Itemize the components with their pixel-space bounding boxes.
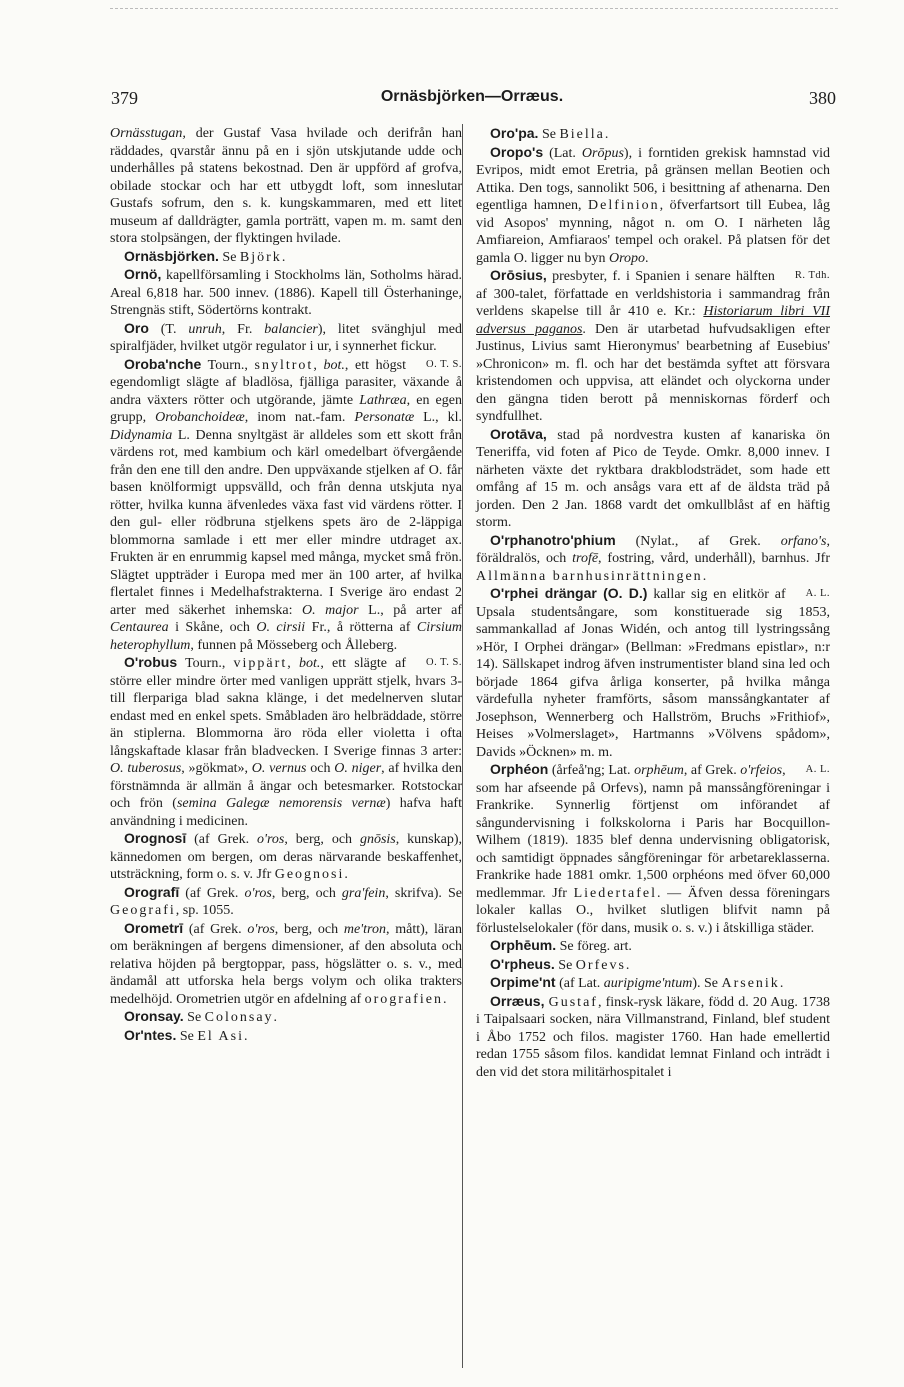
dictionary-entry	[476, 937, 830, 956]
entry-body: kallar sig en elitkör af Upsala studentsångare, som konstituerade sig 1853, sammankallad af Jonas Widén, och antog till lystringssång »Hör, I Orphei drängar» (Bellman: »Fredmans epistlar», n:r 14). Sällskapet indrog äfven instrumentister bland sina led och började 1864 gifva årliga konserter, på hvilka många värdefulla nyheter framförts, såsom manssångkantater af Josephson, Wennerberg och Hallström, Bruchs »Frithiof», Heises »Volmerslaget», Hartmanns »Völvens spådom», Davids »Öcknen» m. m.	[476, 587, 830, 760]
entry-headword: Oro'pa.	[490, 125, 539, 141]
author-signature: O. T. S.	[426, 358, 462, 370]
scan-top-line	[110, 8, 838, 9]
entry-body: Se Biella.	[538, 127, 609, 142]
entry-headword: Oropo's	[490, 143, 544, 160]
entry-headword: O'rpheus.	[490, 955, 555, 972]
dictionary-entry	[476, 532, 830, 586]
author-signature: A. L.	[805, 588, 830, 599]
entry-headword: O'rphanotro'phium	[490, 531, 616, 548]
running-head: Ornäsbjörken—Orræus.	[380, 88, 564, 105]
entry-headword: Oronsay.	[124, 1008, 184, 1024]
left-page-number: 379	[111, 88, 138, 108]
dictionary-entry	[110, 654, 462, 830]
dictionary-entry	[110, 884, 462, 920]
entry-body: Gustaf, finsk-rysk läkare, född d. 20 Aug. 1738 i Taipalsaari socken, nära Villmanstrand, Finland, blef student i Åbo 1752 och filos. magister 1760. Han hade emellertid redan 1755 såsom filos. kandidat lemnat Finland och inträdt i den vid det stora militärhospitalet i	[476, 994, 830, 1080]
dictionary-entry	[476, 974, 830, 993]
entry-body: stad på nordvestra kusten af kanariska ön Teneriffa, vid foten af Pico de Teyde. Omkr. 8,000 innev. I närheten växte det ryktbara drakblodsträdet, som hade ett omfång af 15 m. och ansågs vara ett af de äldsta träd på jorden. Den 2 Jan. 1868 vardt det omkullblåst af en häftig storm.	[476, 427, 830, 530]
dictionary-entry	[476, 956, 830, 975]
dictionary-entry	[110, 356, 462, 655]
entry-headword: Orometrī	[124, 919, 184, 936]
dictionary-entry	[110, 920, 462, 1009]
entry-body: (af Lat. auripigme'ntum). Se Arsenik.	[555, 976, 784, 991]
entry-body: Se Orfevs.	[554, 957, 630, 973]
dictionary-entry	[476, 761, 830, 937]
entry-body: (af Grek. o'ros, berg, och me'tron, mått), läran om beräkningen af bergens dimensioner, af den absoluta och relativa höjden på bergtoppar, pass, högslätter o. s. v., med ändamål att utforska hela bergs volym och olika trakters medelhöjd. Orometrien utgör en afdelning af orografien.	[110, 921, 462, 1007]
entry-body: (T. unruh, Fr. balancier), litet svänghjul med spiralfjäder, hvilket utgör regulator i ur, i synnerhet fickur.	[110, 321, 462, 354]
dictionary-entry	[476, 125, 830, 144]
entry-body: Tourn., vippärt, bot., ett slägte af större eller mindre örter med vanligen upprätt stjelk, hvars 3- till flerpariga blad sakna klänge, i det medelnerven slutar endast med en enkel spets. Småbladen äro helbräddade, större än stiplerna. Blommorna äro röda eller violetta i ofta långskaftade klasar från bladvecken. I Sverige finnas 3 arter: O. tuberosus, »gökmat», O. vernus och O. niger, af hvilka den förstnämnda är allmän å ängar och betesmarker. Rotstockar och frön (semina Galegæ nemorensis vernæ) hafva haft användning i medicinen.	[110, 656, 462, 829]
entry-headword: Ornäsbjörken.	[124, 247, 219, 264]
entry-body: (Lat. Orōpus), i forntiden grekisk hamnstad vid Evripos, midt emot Eretria, på gränsen mellan Beotien och Attika. Den togs, sannolikt 506, i besittning af athenarna. Den egentliga hamnen, Delfinion, öfverfartsort till Eubea, låg vid Asopos' mynning, något n. om O. I närheten låg Amfiareion, Amfiaraos' tempel och orakel. På platsen för det gamla O. ligger nu byn Oropo.	[476, 145, 830, 266]
entry-body: Se Colonsay.	[183, 1010, 278, 1025]
dictionary-entry	[476, 144, 830, 268]
dictionary-entry	[110, 1008, 462, 1027]
left-column	[110, 125, 462, 1045]
entry-body: (årfeå'ng; Lat. orphēum, af Grek. o'rfeios, som har afseende på Orfevs), namn på manssångföreningar i Frankrike. Synnerlig förtjenst om införandet af sångundervisning i folkskolorna i Paris har Bocquillon-Wilhem (1819). 1835 blef denna undervisning obligatorisk, och samtidigt öppnades sångföreningar för arbetareklasserna. Frankrike hade 1881 omkr. 1,500 orphéons med öfver 60,000 medlemmar. Jfr Liedertafel. — Äfven dessa föreningars lokaler kallas O., hvilket slutligen blifvit namn på förlustelselokaler (för dans, musik o. s. v.) i åtskilliga städer.	[476, 763, 830, 936]
entry-body: Se föreg. art.	[556, 939, 632, 954]
dictionary-entry	[110, 1027, 462, 1046]
dictionary-entry	[476, 585, 830, 761]
entry-headword: Orphéon	[490, 761, 549, 777]
dictionary-entry	[110, 320, 462, 356]
dictionary-entry	[110, 248, 462, 267]
right-page-number: 380	[809, 88, 836, 108]
entry-headword: Orotāva,	[490, 425, 547, 442]
dictionary-entry	[110, 125, 462, 248]
entry-body: (Nylat., af Grek. orfano's, föräldralös, och trofē, fostring, vård, underhåll), barnhus. Jfr Allmänna barnhusinrättningen.	[476, 533, 830, 584]
entry-body: (af Grek. o'ros, berg, och gra'fein, skrifva). Se Geografi, sp. 1055.	[110, 885, 462, 918]
dictionary-entry	[476, 993, 830, 1082]
entry-body: Ornässtugan, der Gustaf Vasa hvilade och derifrån han räddades, qvarstår ännu på en i sjön utskjutande udde och underhålles på statens bekostnad. Den är uppförd af grofva, obilade stockar och har ett utbygdt loft, som inneslutar Gustafs sofrum, den s. k. kungskammaren, med ett litet museum af dalldrägter, gamla porträtt, vapen m. m. samt den stora stolpsängen, der flyktingen hvilade.	[110, 126, 462, 246]
right-column	[476, 125, 830, 1081]
entry-body: Se Björk.	[218, 249, 286, 265]
entry-body: Se El Asi.	[176, 1028, 248, 1044]
entry-headword: Orpime'nt	[490, 974, 556, 990]
author-signature: A. L.	[805, 764, 830, 775]
entry-headword: Orognosī	[124, 830, 187, 846]
entry-body: (af Grek. o'ros, berg, och gnōsis, kunskap), kännedomen om bergen, om deras närvarande beskaffenhet, utsträckning, form o. s. v. Jfr Geognosi.	[110, 832, 462, 882]
entry-headword: O'robus	[124, 654, 178, 670]
entry-body: presbyter, f. i Spanien i senare hälften af 300-talet, författade en verldshistoria i sammandrag från verldens skapelse till år 410 e. Kr.: Historiarum libri VII adversus paganos. Den är utarbetad hufvudsakligen efter Justinus, Livius samt Hieronymus' bearbetning af Eusebius' »Chronicon» m. fl. och har det bestämda syftet att försvara kristendomen och uppvisa, att eländet och olyckorna under den gängna tiden berott på menniskornas förderf och syndfullhet.	[476, 269, 830, 424]
entry-headword: Orōsius,	[490, 267, 547, 283]
author-signature: O. T. S.	[426, 657, 462, 668]
entry-headword: Oro	[124, 319, 149, 336]
entry-headword: Or'ntes.	[124, 1026, 177, 1043]
dictionary-entry	[110, 266, 462, 320]
author-signature: R. Tdh.	[794, 270, 830, 281]
entry-headword: Orræus,	[490, 992, 545, 1009]
entry-headword: Orografī	[124, 883, 180, 900]
dictionary-entry	[476, 426, 830, 532]
entry-body: kapellförsamling i Stockholms län, Sotholms härad. Areal 6,818 har. 500 innev. (1886). Kapell till Österhaninge, Strengnäs stift, Södertörns kontrakt.	[110, 268, 462, 318]
entry-body: Tourn., snyltrot, bot., ett högst egendomligt slägte af bladlösa, fjälliga parasiter, växande å andra växters rötter och utgörande, jämte Lathræa, en egen grupp, Orobanchoideæ, inom nat.-fam. Personatæ L., kl. Didynamia L. Denna snyltgäst är alldeles som ett skott från värdens rot, med kambium och kärl omedelbart öfvergående från den ene till den andre. Den uppväxande stjelken af O. får basen knölformigt uppsvälld, och från denna utskjuta nya rötter, hvilka kunna äfvenledes växa fast vid värdens rötter. I den gul- eller rödbruna stjelkens spets äro de 2-läppiga blommorna samlade i ett mer eller mindre utdraget ax. Frukten är en enrummig kapsel med många, mycket små frön. Slägtet uppträder i Europa med mer än 100 arter, af hvilka flertalet finnes i Medelhafstrakterna. I Sverige äro endast 2 arter med säkerhet inhemska: O. major L., på arter af Centaurea i Skåne, och O. cirsii Fr., å rötterna af Cirsium heterophyllum, funnen på Mösseberg och Ålleberg.	[110, 357, 463, 653]
page-header	[108, 88, 836, 112]
dictionary-entry	[110, 830, 462, 884]
dictionary-entry	[476, 267, 830, 426]
entry-headword: Oroba'nche	[124, 355, 202, 372]
entry-headword: Ornö,	[124, 266, 162, 282]
entry-headword: O'rphei drängar (O. D.)	[490, 585, 648, 601]
entry-headword: Orphēum.	[490, 937, 557, 953]
column-rule	[462, 124, 463, 1368]
